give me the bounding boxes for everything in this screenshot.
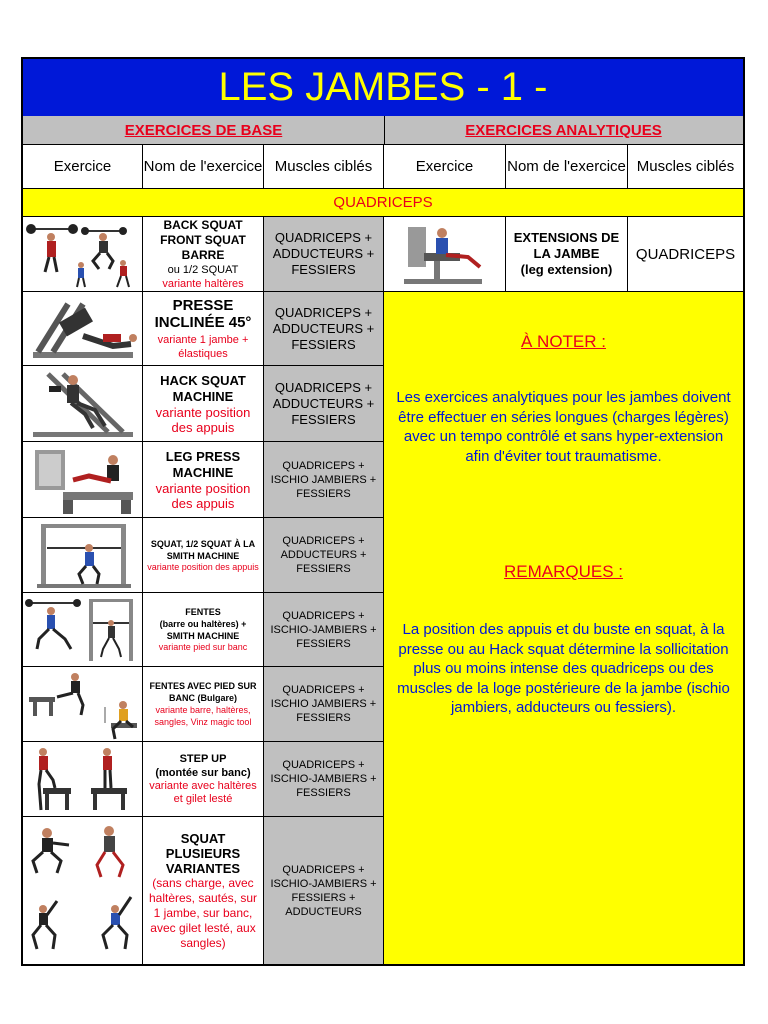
exercise-name: SQUAT PLUSIEURS VARIANTES xyxy=(165,830,241,876)
analytic-exercise-row xyxy=(384,217,743,292)
exercise-image xyxy=(23,518,143,592)
exercise-row xyxy=(23,518,384,593)
exercise-name: FENTES xyxy=(185,607,221,617)
remarks-heading: REMARQUES : xyxy=(503,562,624,581)
exercise-row xyxy=(23,742,384,817)
section-header-base: EXERCICES DE BASE xyxy=(23,116,384,145)
exercise-name-cell xyxy=(506,217,628,291)
section-header-analytic: EXERCICES ANALYTIQUES xyxy=(384,116,743,145)
exercise-image xyxy=(23,442,143,517)
exercise-image xyxy=(23,366,143,441)
exercise-row xyxy=(23,366,384,442)
exercise-sheet xyxy=(21,57,745,966)
exercise-muscles: QUADRICEPS + ADDUCTEURS + FESSIERS xyxy=(264,518,384,592)
exercise-variant: variante position des appuis xyxy=(155,404,251,435)
exercise-name: HACK SQUAT MACHINE xyxy=(160,372,246,404)
exercise-image xyxy=(23,593,143,666)
exercise-name-cell xyxy=(143,366,264,441)
exercise-name-cell xyxy=(143,442,264,517)
col-header-nom-analytic: Nom de l'exercice xyxy=(506,145,628,189)
exercise-row xyxy=(23,442,384,518)
exercise-name: EXTENSIONS DE LA JAMBE xyxy=(513,230,620,261)
exercise-variant: variante position des appuis xyxy=(155,480,251,511)
exercise-name: SQUAT, 1/2 SQUAT À LA SMITH MACHINE xyxy=(150,538,256,561)
exercise-image xyxy=(23,292,143,365)
exercise-muscles: QUADRICEPS + ADDUCTEURS + FESSIERS xyxy=(264,366,384,441)
exercise-variant: (sans charge, avec haltères, sautés, sur 1 jambe, sur banc, avec gilet lesté, aux sangles) xyxy=(148,875,258,950)
exercise-muscles: QUADRICEPS + ISCHIO JAMBIERS + FESSIERS xyxy=(264,667,384,741)
note-text: Les exercices analytiques pour les jambes doivent être effectuer en séries longues (charges légères) avec un tempo contrôlé et sans hyper-extension afin d'éviter tout traumatisme. xyxy=(396,389,731,465)
exercise-image xyxy=(23,217,143,291)
col-header-muscles-analytic: Muscles ciblés xyxy=(628,145,743,189)
remarks-text: La position des appuis et du buste en squat, à la presse ou au Hack squat détermine la sollicitation plus ou moins intense des quadriceps ou des muscles de la loge postérieure de la jambe (ischio jambiers, adducteurs ou fessiers). xyxy=(397,621,730,716)
exercise-name-cell xyxy=(143,593,264,666)
exercise-image xyxy=(23,667,143,741)
exercise-name: FENTES AVEC PIED SUR BANC (Bulgare) xyxy=(149,681,257,703)
exercise-name: LEG PRESS MACHINE xyxy=(165,448,241,480)
category-banner: QUADRICEPS xyxy=(23,189,743,217)
exercise-row xyxy=(23,217,384,292)
exercise-name: PRESSE INCLINÉE 45° xyxy=(154,296,252,331)
exercise-muscles: QUADRICEPS + ISCHIO-JAMBIERS + FESSIERS xyxy=(264,593,384,666)
exercise-variant: variante pied sur banc xyxy=(158,642,248,652)
exercise-muscles: QUADRICEPS + ADDUCTEURS + FESSIERS xyxy=(264,217,384,291)
exercise-image xyxy=(384,217,506,291)
exercise-muscles: QUADRICEPS xyxy=(628,217,743,291)
notes-panel xyxy=(384,292,743,964)
exercise-note: ou 1/2 SQUAT xyxy=(167,263,239,276)
exercise-muscles: QUADRICEPS + ISCHIO-JAMBIERS + FESSIERS xyxy=(264,742,384,816)
exercise-name: BACK SQUAT FRONT SQUAT BARRE xyxy=(160,217,246,262)
col-header-nom-base: Nom de l'exercice xyxy=(143,145,264,189)
exercise-muscles: QUADRICEPS + ISCHIO-JAMBIERS + FESSIERS + ADDUCTEURS xyxy=(264,817,384,964)
exercise-image xyxy=(23,817,143,964)
exercise-name-cell xyxy=(143,518,264,592)
exercise-name-cell xyxy=(143,742,264,816)
exercise-variant: variante avec haltères et gilet lesté xyxy=(149,780,257,805)
exercise-row xyxy=(23,817,384,964)
exercise-variant: variante barre, haltères, sangles, Vinz magic tool xyxy=(154,705,252,727)
exercise-image xyxy=(23,742,143,816)
exercise-muscles: QUADRICEPS + ADDUCTEURS + FESSIERS xyxy=(264,292,384,365)
page-title: LES JAMBES - 1 - xyxy=(23,59,743,117)
exercise-variant: variante 1 jambe + élastiques xyxy=(157,333,249,360)
exercise-name-cell xyxy=(143,217,264,291)
exercise-variant: variante position des appuis xyxy=(147,561,259,572)
col-header-muscles-base: Muscles ciblés xyxy=(264,145,384,189)
exercise-name-cell xyxy=(143,817,264,964)
exercise-muscles: QUADRICEPS + ISCHIO JAMBIERS + FESSIERS xyxy=(264,442,384,517)
exercise-variant: variante haltères xyxy=(162,277,244,290)
exercise-row xyxy=(23,593,384,667)
exercise-name-cell xyxy=(143,667,264,741)
exercise-row xyxy=(23,667,384,742)
exercise-name-cell xyxy=(143,292,264,365)
col-header-exercice-base: Exercice xyxy=(23,145,143,189)
exercise-row xyxy=(23,292,384,366)
exercise-name: STEP UP xyxy=(179,753,227,765)
exercise-note: (montée sur banc) xyxy=(155,767,251,779)
exercise-note: (leg extension) xyxy=(520,262,613,277)
note-heading: À NOTER : xyxy=(520,332,606,351)
exercise-note: (barre ou haltères) + SMITH MACHINE xyxy=(159,619,247,641)
col-header-exercice-analytic: Exercice xyxy=(384,145,506,189)
